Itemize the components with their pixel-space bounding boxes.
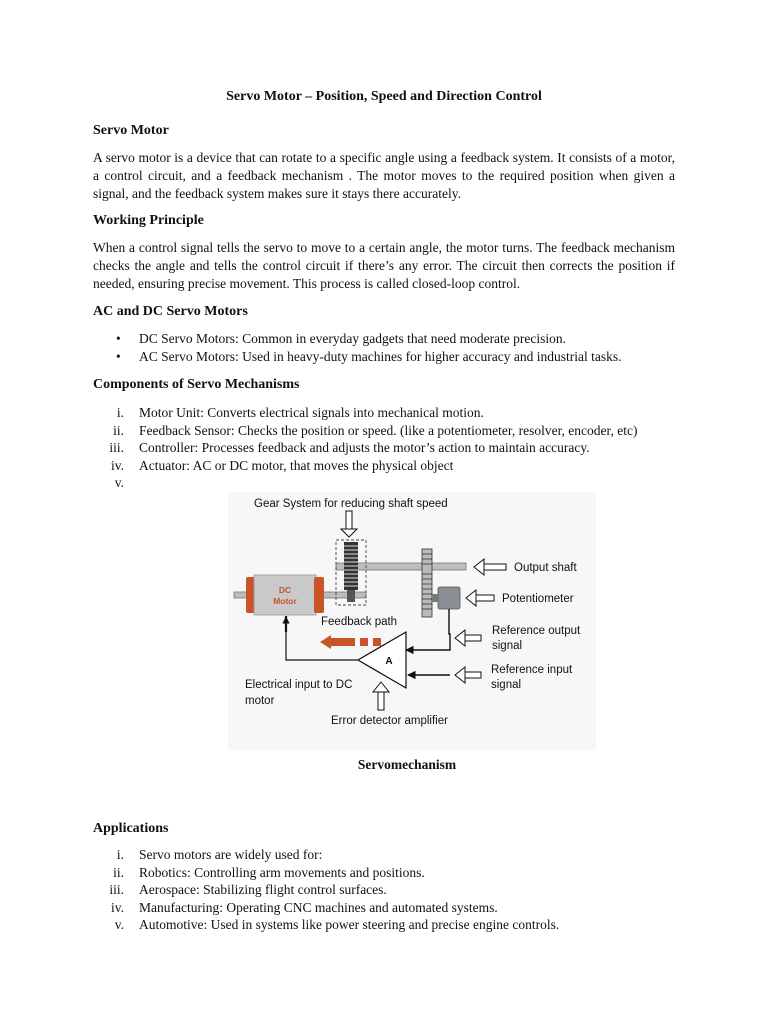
list-item xyxy=(93,348,622,366)
list-number: iii. xyxy=(109,882,124,897)
list-number: iv. xyxy=(111,457,124,473)
list-number: ii. xyxy=(113,422,124,438)
list-item xyxy=(93,422,637,440)
list-item-text: Motor Unit: Converts electrical signals into mechanical motion. xyxy=(139,405,484,420)
list-number: iv. xyxy=(111,899,124,915)
potentiometer-shaft xyxy=(432,594,438,602)
list-number: i. xyxy=(116,405,124,420)
heading-components: Components of Servo Mechanisms xyxy=(93,377,300,392)
list-item-text: Controller: Processes feedback and adjusts the motor’s action to maintain accuracy. xyxy=(139,440,590,455)
list-item xyxy=(93,916,559,934)
list-item xyxy=(93,899,559,917)
applications-list xyxy=(93,846,559,934)
page-title: Servo Motor – Position, Speed and Direction Control xyxy=(226,89,542,104)
list-item xyxy=(93,864,559,882)
paragraph-servo-motor: A servo motor is a device that can rotate to a specific angle using a feedback system. It consists of a motor, a control circuit, and a feedback mechanism . The motor moves to the required position when given a signal, and the feedback system makes sure it stays there accurately. xyxy=(93,150,675,201)
components-list xyxy=(93,404,637,492)
list-item xyxy=(93,330,622,348)
list-item xyxy=(93,457,637,475)
list-item-text: Automotive: Used in systems like power steering and precise engine controls. xyxy=(139,917,560,932)
list-number: ii. xyxy=(113,864,124,880)
list-item-text: Actuator: AC or DC motor, that moves the physical object xyxy=(139,457,454,473)
amplifier-label: A xyxy=(385,656,393,667)
heading-ac-dc-servo: AC and DC Servo Motors xyxy=(93,304,248,319)
dc-motor-label-line1: DC xyxy=(278,585,292,595)
output-shaft-label: Output shaft xyxy=(514,562,577,574)
electrical-input-label-line2: motor xyxy=(245,695,275,707)
list-number: i. xyxy=(116,847,124,862)
large-gear-icon xyxy=(344,542,358,590)
list-item-text: Aerospace: Stabilizing flight control surfaces. xyxy=(139,882,387,897)
list-item-text: Manufacturing: Operating CNC machines and automated systems. xyxy=(139,899,498,915)
heading-working-principle: Working Principle xyxy=(93,213,204,228)
figure-caption: Servomechanism xyxy=(357,757,457,772)
list-item-text: AC Servo Motors: Used in heavy-duty machines for higher accuracy and industrial tasks. xyxy=(139,349,622,364)
bullet-icon: • xyxy=(116,349,121,364)
heading-servo-motor: Servo Motor xyxy=(93,123,169,138)
list-item xyxy=(93,474,637,492)
paragraph-working-principle: When a control signal tells the servo to move to a certain angle, the motor turns. The feedback mechanism checks the angle and tells the control circuit if there’s any error. The circuit then corrects the position if needed, ensuring precise movement. This process is called closed-loop control. xyxy=(93,240,675,291)
list-item-text: Feedback Sensor: Checks the position or speed. (like a potentiometer, resolver, encoder, etc) xyxy=(139,422,638,438)
gear-system-label: Gear System for reducing shaft speed xyxy=(254,498,448,510)
list-item xyxy=(93,846,559,864)
reference-input-label-line1: Reference input xyxy=(491,664,573,676)
reference-input-label-line2: signal xyxy=(491,679,522,691)
list-item-text: Robotics: Controlling arm movements and positions. xyxy=(139,864,425,880)
ac-dc-bullet-list xyxy=(93,330,622,366)
reference-output-label-line2: signal xyxy=(492,640,523,652)
heading-applications: Applications xyxy=(93,821,169,836)
list-item-text: Servo motors are widely used for: xyxy=(139,847,323,862)
dc-motor-label-line2: Motor xyxy=(273,596,297,606)
list-item xyxy=(93,439,637,457)
list-number: v. xyxy=(114,917,124,932)
servomechanism-diagram xyxy=(228,492,596,750)
list-number: v. xyxy=(114,475,124,490)
list-item-text: DC Servo Motors: Common in everyday gadgets that need moderate precision. xyxy=(139,331,567,346)
diagram-background xyxy=(228,492,596,750)
reference-output-label-line1: Reference output xyxy=(492,625,581,637)
list-number: iii. xyxy=(109,440,124,455)
feedback-path-label: Feedback path xyxy=(321,616,398,628)
potentiometer-icon xyxy=(438,587,460,609)
dc-motor-icon xyxy=(246,575,324,615)
pinion-gear-icon xyxy=(347,590,355,602)
list-item xyxy=(93,881,559,899)
list-item xyxy=(93,404,637,422)
bullet-icon: • xyxy=(116,331,121,346)
error-detector-label: Error detector amplifier xyxy=(331,715,448,727)
output-gear-icon xyxy=(422,549,432,617)
electrical-input-label-line1: Electrical input to DC xyxy=(245,679,353,691)
potentiometer-label: Potentiometer xyxy=(502,593,574,605)
